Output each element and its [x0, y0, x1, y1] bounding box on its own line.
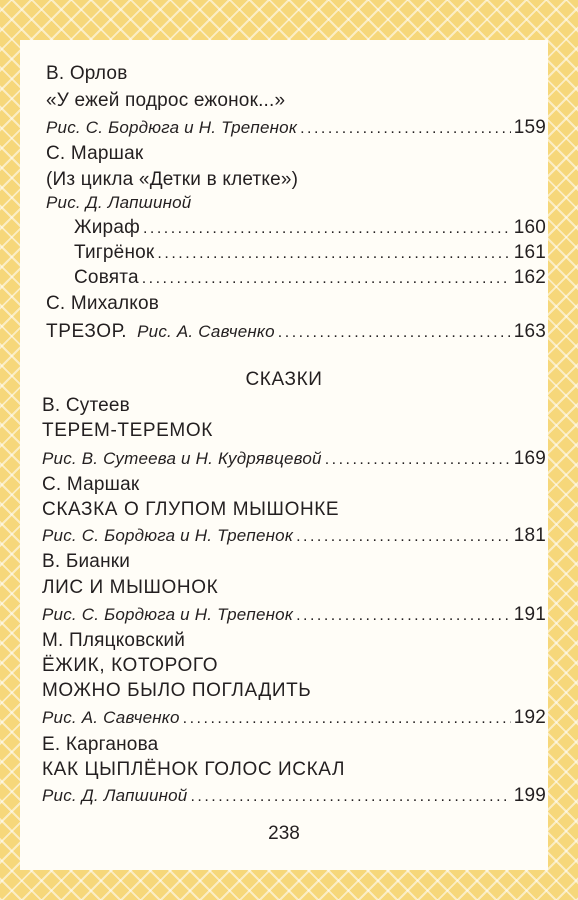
- marshak-author: [46, 141, 548, 167]
- entry-title: КАК ЦЫПЛЁНОК ГОЛОС ИСКАЛ: [42, 759, 346, 780]
- dot-leader: [190, 784, 510, 810]
- dot-leader: [296, 524, 511, 550]
- page-ref: 191: [513, 604, 546, 625]
- page-ref: 161: [513, 242, 546, 263]
- toc-entry-trezor[interactable]: [46, 319, 546, 345]
- page-ref: 199: [513, 785, 546, 806]
- illustrator-credit: Рис. А. Савченко: [42, 708, 180, 727]
- page-ref: 160: [513, 217, 546, 238]
- cycle-title: (Из цикла «Детки в клетке»): [46, 169, 299, 190]
- author-name: В. Орлов: [46, 63, 128, 84]
- illustrator-credit: Рис. С. Бордюга и Н. Трепенок: [46, 118, 298, 137]
- author-name: М. Пляцковский: [42, 630, 186, 651]
- section-heading: СКАЗКИ: [245, 369, 323, 390]
- entry-title: ТРЕЗОР.: [46, 321, 128, 342]
- plyatskovsky-title-line2: [42, 678, 548, 704]
- entry-title: Совята: [74, 267, 139, 288]
- plyatskovsky-title-line1: [42, 653, 548, 679]
- illustrator-credit: Рис. Д. Лапшиной: [46, 193, 192, 212]
- entry-title: ЛИС И МЫШОНОК: [42, 577, 219, 598]
- page-ref: 169: [513, 448, 546, 469]
- mikhalkov-author: [46, 291, 548, 317]
- page-ref: 159: [513, 117, 546, 138]
- toc-entry-tiger-cub[interactable]: [74, 240, 546, 266]
- suteev-author: [42, 393, 548, 419]
- toc-entry-chick-voice[interactable]: [42, 783, 546, 809]
- plyatskovsky-author: [42, 628, 548, 654]
- dot-leader: [300, 116, 511, 142]
- dot-leader: [157, 241, 510, 267]
- toc-entry-owlets[interactable]: [74, 265, 546, 291]
- marshak2-title: [42, 497, 548, 523]
- entry-title: МОЖНО БЫЛО ПОГЛАДИТЬ: [42, 680, 312, 701]
- toc-entry-silly-mouse[interactable]: [42, 523, 546, 549]
- illustrator-credit: Рис. Д. Лапшиной: [42, 786, 188, 805]
- illustrator-credit: Рис. С. Бордюга и Н. Трепенок: [42, 605, 294, 624]
- entry-title: Жираф: [74, 217, 140, 238]
- suteev-title: [42, 418, 548, 444]
- orlov-toc-entry[interactable]: [46, 115, 546, 141]
- entry-title: Тигрёнок: [74, 242, 155, 263]
- page-ref: 163: [513, 321, 546, 342]
- dot-leader: [183, 706, 511, 732]
- karganova-author: [42, 732, 548, 758]
- toc-entry-giraffe[interactable]: [74, 215, 546, 241]
- toc-entry-fox-mouse[interactable]: [42, 602, 546, 628]
- dot-leader: [142, 266, 511, 292]
- dot-leader: [143, 216, 511, 242]
- illustrator-credit: Рис. А. Савченко: [137, 322, 275, 341]
- toc-entry-hedgehog[interactable]: [42, 705, 546, 731]
- author-name: С. Маршак: [46, 143, 144, 164]
- marshak2-author: [42, 472, 548, 498]
- entry-title: ЁЖИК, КОТОРОГО: [42, 655, 219, 676]
- bianki-author: [42, 549, 548, 575]
- orlov-author: [46, 61, 548, 87]
- illustrator-credit: Рис. В. Сутеева и Н. Кудрявцевой: [42, 449, 322, 468]
- bianki-title: [42, 575, 548, 601]
- entry-title: СКАЗКА О ГЛУПОМ МЫШОНКЕ: [42, 499, 340, 520]
- author-name: В. Бианки: [42, 551, 131, 572]
- dot-leader: [325, 447, 511, 473]
- page-number: 238: [268, 823, 300, 844]
- author-name: В. Сутеев: [42, 395, 130, 416]
- dot-leader: [296, 603, 511, 629]
- author-name: С. Михалков: [46, 293, 160, 314]
- illustrator-credit: Рис. С. Бордюга и Н. Трепенок: [42, 526, 294, 545]
- dot-leader: [278, 320, 511, 346]
- author-name: Е. Карганова: [42, 734, 159, 755]
- toc-entry-terem[interactable]: [42, 446, 546, 472]
- karganova-title: [42, 757, 548, 783]
- author-name: С. Маршак: [42, 474, 140, 495]
- marshak-illustrator: [46, 190, 548, 216]
- orlov-title: [46, 88, 548, 114]
- entry-title: «У ежей подрос ежонок...»: [46, 90, 286, 111]
- book-page: [20, 40, 548, 870]
- page-ref: 192: [513, 707, 546, 728]
- page-ref: 181: [513, 525, 546, 546]
- entry-title: ТЕРЕМ-ТЕРЕМОК: [42, 420, 213, 441]
- page-ref: 162: [513, 267, 546, 288]
